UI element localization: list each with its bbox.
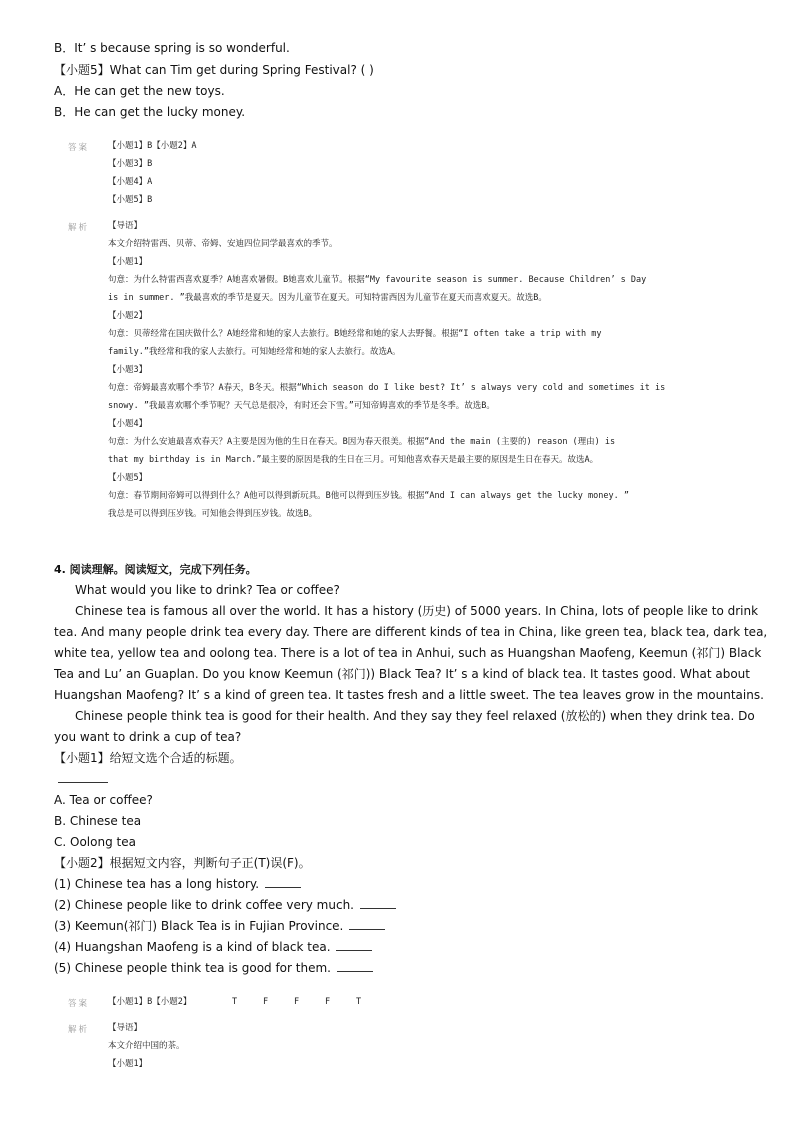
sub-question-1: 【小题1】给短文选个合适的标题。 (54, 751, 242, 765)
option-b: B. Chinese tea (54, 814, 142, 828)
passage-line: tea. And many people drink tea every day. There are different kinds of tea in China, like green tea, black tea, dark tea, (54, 625, 768, 639)
answer-blank[interactable] (360, 898, 396, 909)
passage-line: you want to drink a cup of tea? (54, 730, 242, 744)
tf-answer: F (294, 997, 300, 1007)
answer-line: 【小题3】B (108, 159, 153, 169)
analysis-line: that my birthday is in March.”最主要的原因是我的生日在三月。可知他喜欢春天是最主要的原因是生日在春天。故选A。 (108, 455, 599, 465)
passage-line: Chinese people think tea is good for their health. And they say they feel relaxed (放松的) when they drink tea. Do (75, 709, 755, 723)
analysis-line: 【导语】 (108, 1023, 143, 1033)
analysis-line: 句意：帝姆最喜欢哪个季节？A春天，B冬天。根据“Which season do I like best? It’ s always very cold and sometimes it is (108, 383, 666, 393)
tf-answer: T (232, 997, 238, 1007)
answer-line (108, 995, 387, 1009)
answer-blank[interactable] (336, 940, 372, 951)
option-a: A．He can get the new toys. (54, 84, 225, 98)
answer-text: 【小题1】B【小题2】 (108, 997, 192, 1007)
analysis-line: 【小题4】 (108, 419, 148, 429)
tf-answer: F (325, 997, 331, 1007)
answer-label: 答案 (68, 999, 90, 1009)
analysis-line: 【导语】 (108, 221, 143, 231)
analysis-line: 【小题3】 (108, 365, 148, 375)
passage-line: What would you like to drink? Tea or coffee? (75, 583, 340, 597)
analysis-line: 【小题2】 (108, 311, 148, 321)
analysis-line: 本文介绍中国的茶。 (108, 1041, 185, 1051)
answer-blank[interactable] (58, 771, 108, 787)
option-c: C. Oolong tea (54, 835, 136, 849)
answer-label: 答案 (68, 143, 90, 153)
tf-answer: T (356, 997, 362, 1007)
passage-line: Huangshan Maofeng? It’ s a kind of green tea. It tastes fresh and a little sweet. The tea leaves grow in the mountains. (54, 688, 764, 702)
tf-item (54, 918, 385, 934)
tf-item (54, 876, 301, 892)
answer-blank[interactable] (349, 919, 385, 930)
question-5: 【小题5】What can Tim get during Spring Festival? ( ) (54, 63, 374, 77)
tf-item (54, 960, 373, 976)
sub-question-2: 【小题2】根据短文内容，判断句子正(T)误(F)。 (54, 856, 311, 870)
analysis-line: is in summer. ”我最喜欢的季节是夏天。因为儿童节在夏天。可知特雷西因为儿童节在夏天而喜欢夏天。故选B。 (108, 293, 547, 303)
answer-line: 【小题4】A (108, 177, 153, 187)
analysis-line: 我总是可以得到压岁钱。可知他会得到压岁钱。故选B。 (108, 509, 318, 519)
option-b: B．It’ s because spring is so wonderful. (54, 41, 290, 55)
answer-line: 【小题5】B (108, 195, 153, 205)
tf-item (54, 939, 372, 955)
tf-item-text: (4) Huangshan Maofeng is a kind of black tea. (54, 940, 331, 954)
tf-item-text: (3) Keemun(祁门) Black Tea is in Fujian Province. (54, 919, 344, 933)
analysis-line: 句意：为什么特雷西喜欢夏季？A她喜欢暑假。B她喜欢儿童节。根据“My favourite season is summer. Because Children’ s Day (108, 275, 647, 285)
analysis-line: 句意：为什么安迪最喜欢春天？A主要是因为他的生日在春天。B因为春天很美。根据“And the main (主要的) reason (理由) is (108, 437, 616, 447)
analysis-line: snowy. ”我最喜欢哪个季节呢？天气总是很冷，有时还会下雪。”可知帝姆喜欢的季节是冬季。故选B。 (108, 401, 495, 411)
analysis-line: 本文介绍特雷西、贝蒂、帝姆、安迪四位同学最喜欢的季节。 (108, 239, 338, 249)
analysis-line: 【小题5】 (108, 473, 148, 483)
passage-line: Chinese tea is famous all over the world. It has a history (历史) of 5000 years. In China, lots of people like to drink (75, 604, 759, 618)
analysis-line: family.”我经常和我的家人去旅行。可知她经常和她的家人去旅行。故选A。 (108, 347, 401, 357)
answer-blank[interactable] (337, 961, 373, 972)
analysis-line: 【小题1】 (108, 1059, 148, 1069)
passage-line: Tea and Lu’ an Guaplan. Do you know Keemun (祁门)) Black Tea? It’ s a kind of black tea. It tastes good. What about (54, 667, 750, 681)
answer-line: 【小题1】B【小题2】A (108, 141, 197, 151)
analysis-line: 【小题1】 (108, 257, 148, 267)
tf-item-text: (1) Chinese tea has a long history. (54, 877, 260, 891)
analysis-label: 解析 (68, 1025, 90, 1035)
analysis-line: 句意：春节期间帝姆可以得到什么？A他可以得到新玩具。B他可以得到压岁钱。根据“And I can always get the lucky money. ” (108, 491, 629, 501)
tf-answer: F (263, 997, 269, 1007)
question-4-heading: 4. 阅读理解。阅读短文，完成下列任务。 (54, 563, 257, 576)
tf-item (54, 897, 396, 913)
option-b: B．He can get the lucky money. (54, 105, 246, 119)
option-a: A. Tea or coffee? (54, 793, 153, 807)
analysis-label: 解析 (68, 223, 90, 233)
analysis-line: 句意：贝蒂经常在国庆做什么？A她经常和她的家人去旅行。B她经常和她的家人去野餐。根据“I often take a trip with my (108, 329, 602, 339)
passage-line: white tea, yellow tea and oolong tea. There is a lot of tea in Anhui, such as Huangshan Maofeng, Keemun (祁门) Black (54, 646, 762, 660)
answer-blank[interactable] (265, 877, 301, 888)
tf-item-text: (5) Chinese people think tea is good for them. (54, 961, 331, 975)
tf-item-text: (2) Chinese people like to drink coffee very much. (54, 898, 354, 912)
